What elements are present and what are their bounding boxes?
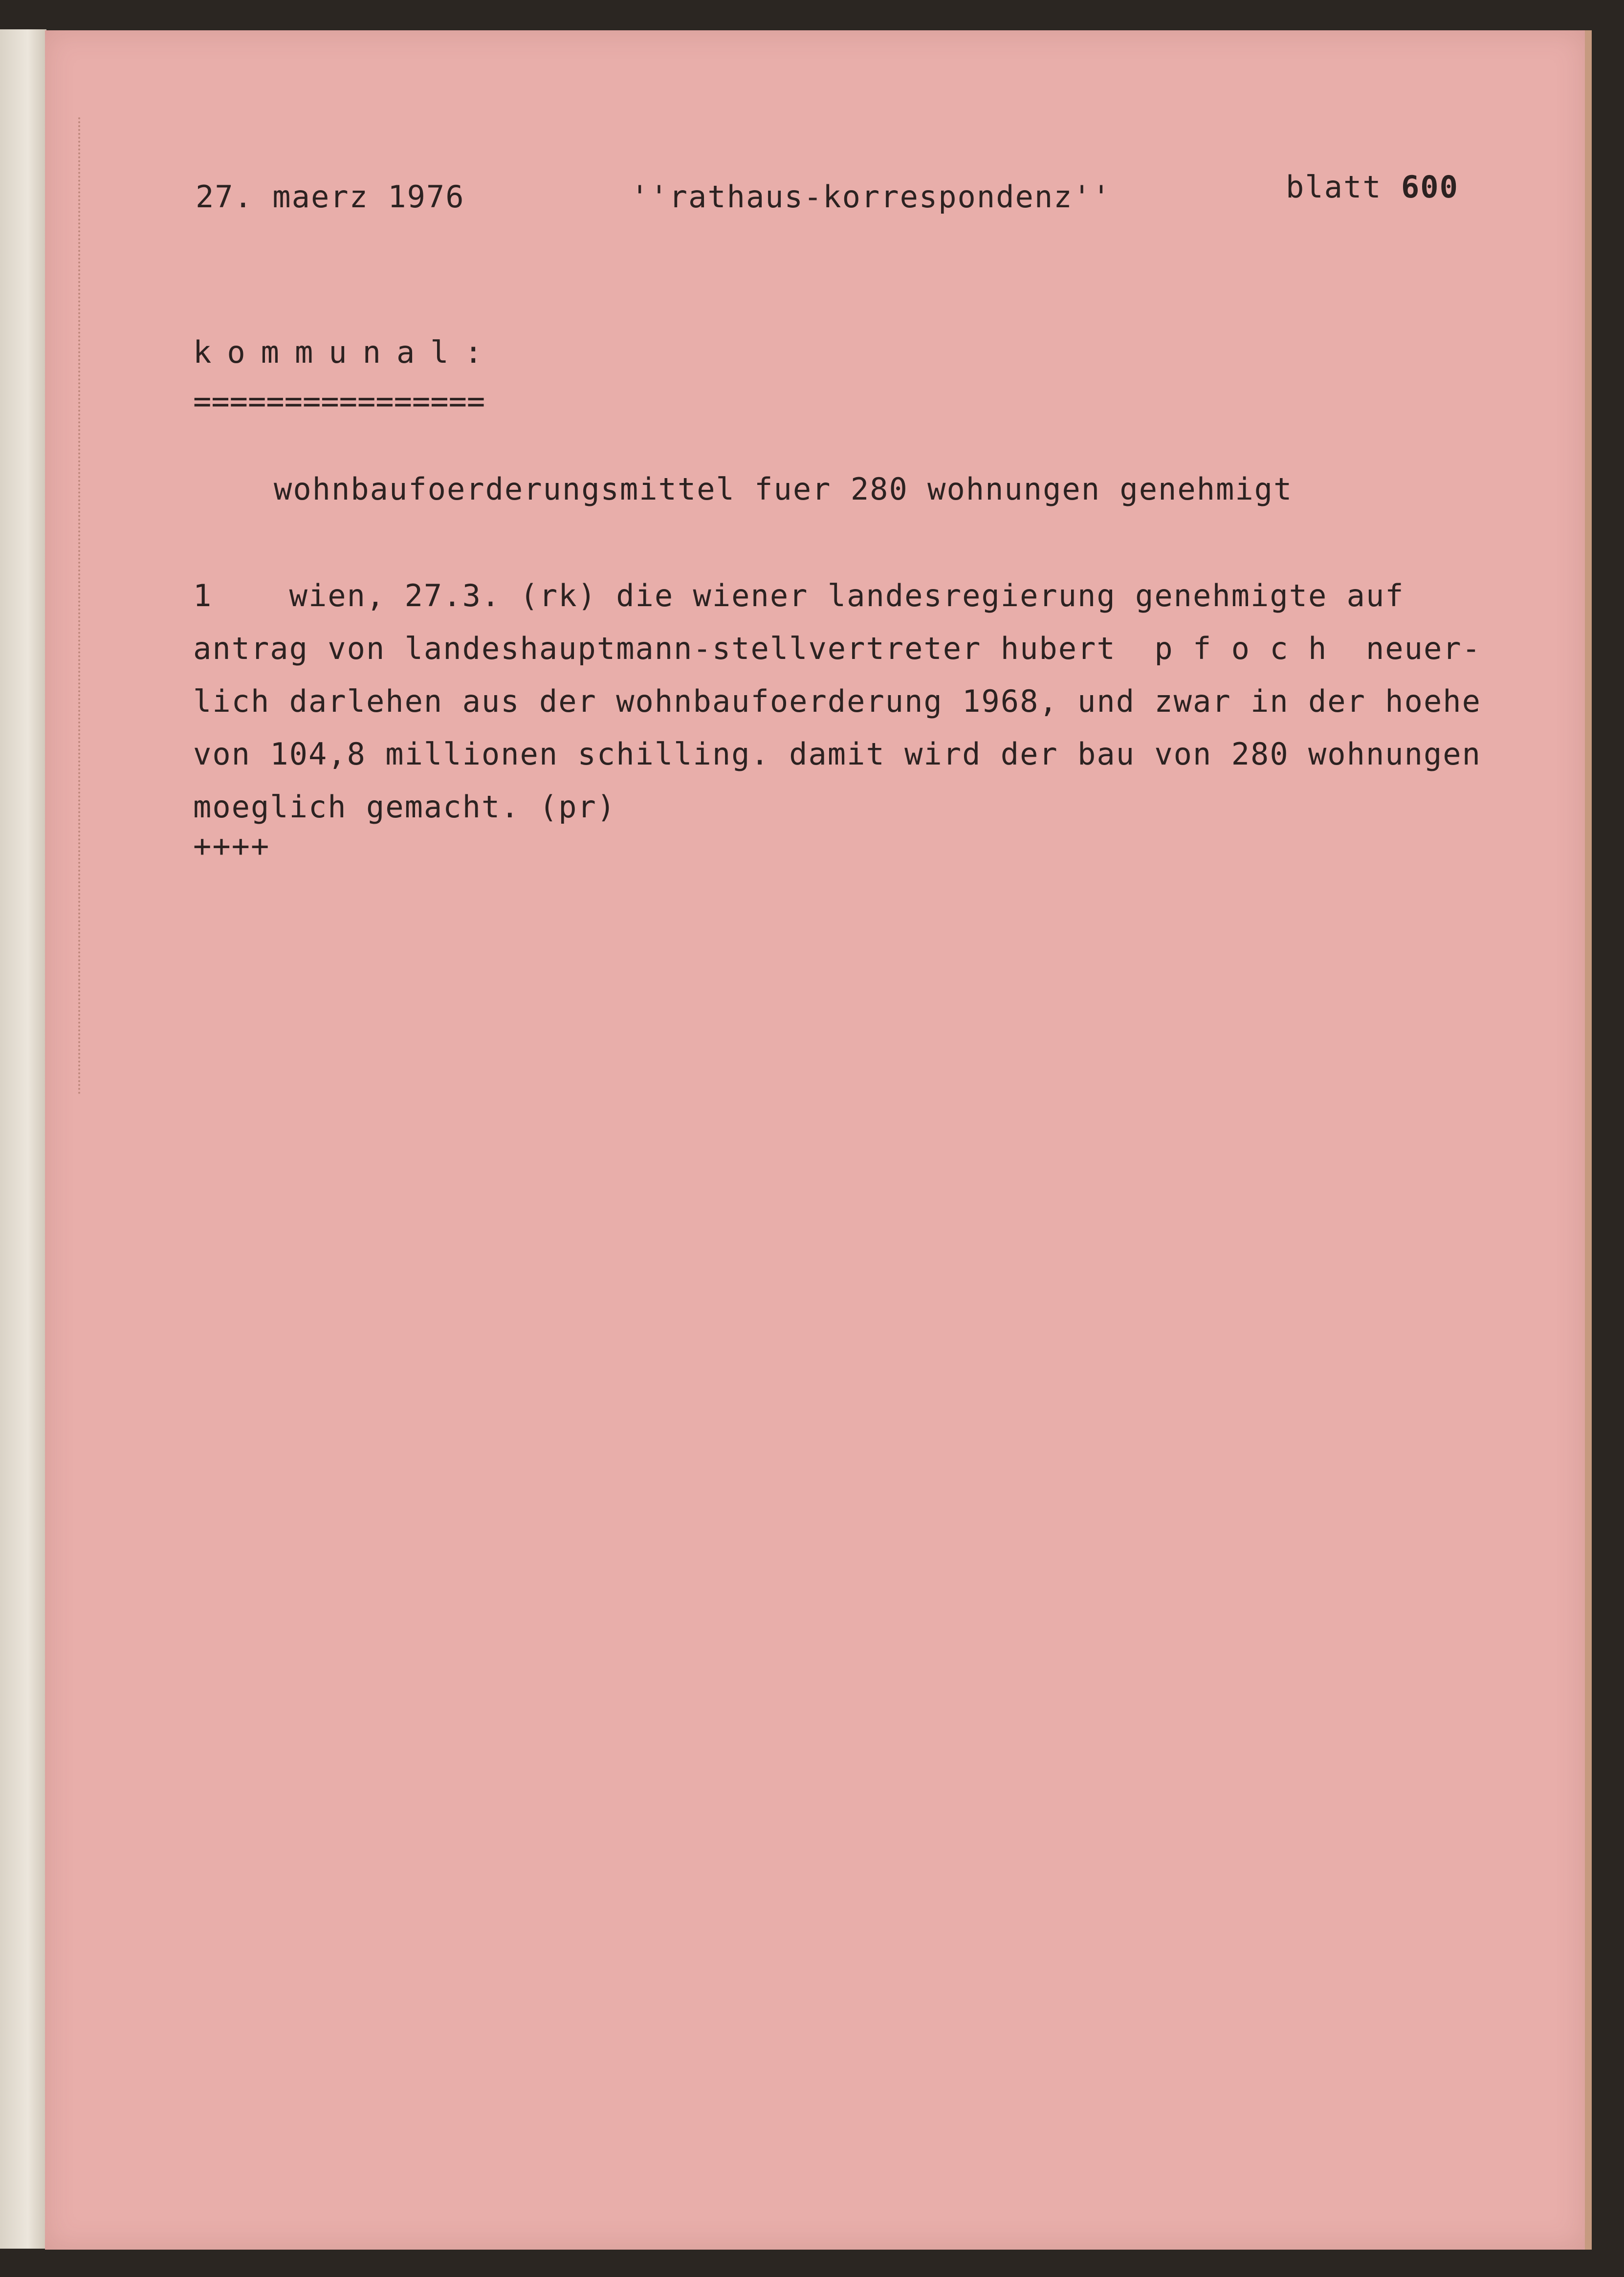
section-underline: ================ xyxy=(193,383,485,419)
page-right-border xyxy=(1585,30,1592,2250)
header-sheet xyxy=(1286,169,1459,205)
header-publication-title: ''rathaus-korrespondenz'' xyxy=(631,179,1112,215)
section-title: kommunal: xyxy=(193,334,498,370)
adjacent-page-edge xyxy=(0,29,46,2249)
article-headline: wohnbaufoerderungsmittel fuer 280 wohnungen genehmigt xyxy=(274,471,1293,507)
article-line: moeglich gemacht. (pr) xyxy=(193,789,616,825)
article-line: 1 wien, 27.3. (rk) die wiener landesregierung genehmigte auf xyxy=(193,578,1405,613)
article-body xyxy=(193,569,1481,833)
article-line: antrag von landeshauptmann-stellvertreter hubert p f o c h neuer- xyxy=(193,631,1481,666)
article-line: von 104,8 millionen schilling. damit wird der bau von 280 wohnungen xyxy=(193,736,1481,772)
header-date: 27. maerz 1976 xyxy=(196,179,465,215)
binding-marks xyxy=(78,117,85,1095)
article-line: lich darlehen aus der wohnbaufoerderung 1968, und zwar in der hoehe xyxy=(193,683,1481,719)
article-end-mark: ++++ xyxy=(193,828,270,864)
sheet-number: 600 xyxy=(1401,169,1459,205)
sheet-label: blatt xyxy=(1286,169,1382,205)
